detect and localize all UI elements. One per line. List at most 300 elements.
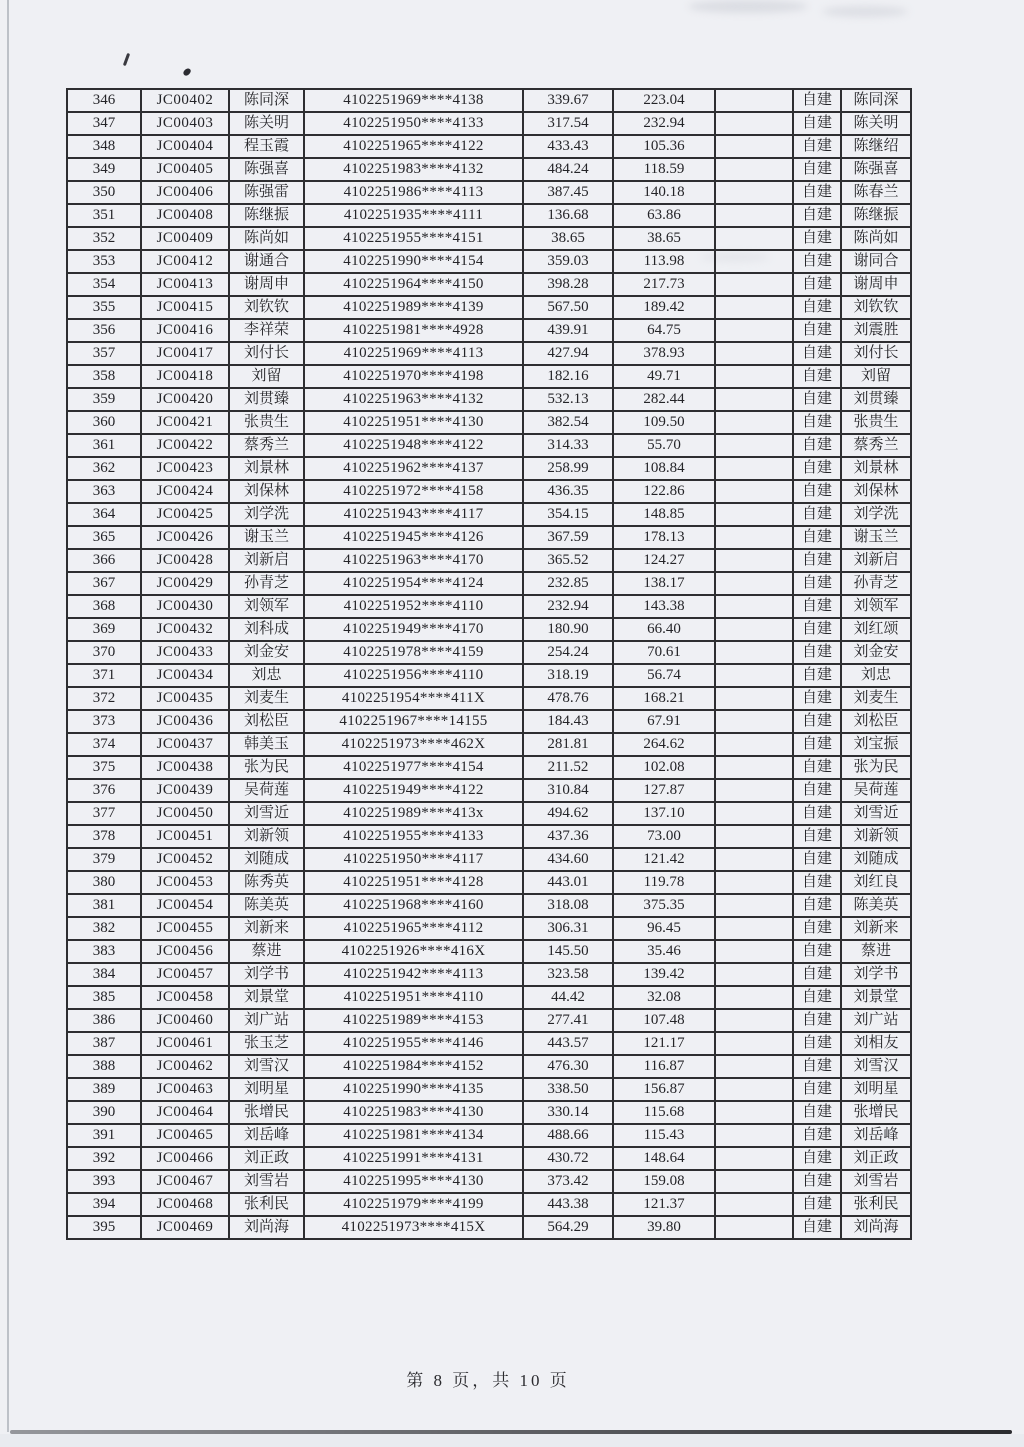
cell-code: JC00455 <box>141 917 229 940</box>
cell-blank <box>715 135 793 158</box>
cell-code: JC00416 <box>141 319 229 342</box>
cell-confirm-name: 刘明星 <box>841 1078 911 1101</box>
cell-row-number: 365 <box>67 526 141 549</box>
cell-amount-primary: 145.50 <box>523 940 613 963</box>
cell-name: 蔡进 <box>229 940 304 963</box>
cell-build-type: 自建 <box>793 917 841 940</box>
cell-amount-secondary: 121.17 <box>613 1032 715 1055</box>
cell-amount-secondary: 118.59 <box>613 158 715 181</box>
cell-id-number: 4102251926****416X <box>304 940 523 963</box>
cell-amount-primary: 494.62 <box>523 802 613 825</box>
pen-mark <box>182 67 192 77</box>
table-row <box>67 618 911 641</box>
cell-blank <box>715 204 793 227</box>
cell-confirm-name: 刘钦钦 <box>841 296 911 319</box>
cell-name: 刘明星 <box>229 1078 304 1101</box>
cell-name: 李祥荣 <box>229 319 304 342</box>
cell-build-type: 自建 <box>793 963 841 986</box>
cell-amount-primary: 310.84 <box>523 779 613 802</box>
cell-name: 刘广站 <box>229 1009 304 1032</box>
cell-amount-primary: 443.57 <box>523 1032 613 1055</box>
cell-build-type: 自建 <box>793 687 841 710</box>
cell-id-number: 4102251978****4159 <box>304 641 523 664</box>
cell-row-number: 357 <box>67 342 141 365</box>
cell-blank <box>715 158 793 181</box>
table-row <box>67 871 911 894</box>
cell-blank <box>715 411 793 434</box>
cell-blank <box>715 894 793 917</box>
cell-build-type: 自建 <box>793 112 841 135</box>
cell-confirm-name: 张增民 <box>841 1101 911 1124</box>
cell-blank <box>715 986 793 1009</box>
table-row <box>67 1147 911 1170</box>
cell-row-number: 394 <box>67 1193 141 1216</box>
cell-id-number: 4102251968****4160 <box>304 894 523 917</box>
cell-row-number: 390 <box>67 1101 141 1124</box>
table-row <box>67 687 911 710</box>
cell-row-number: 361 <box>67 434 141 457</box>
cell-amount-secondary: 140.18 <box>613 181 715 204</box>
cell-row-number: 352 <box>67 227 141 250</box>
cell-id-number: 4102251981****4928 <box>304 319 523 342</box>
cell-id-number: 4102251964****4150 <box>304 273 523 296</box>
cell-confirm-name: 张为民 <box>841 756 911 779</box>
cell-amount-secondary: 139.42 <box>613 963 715 986</box>
table-row <box>67 319 911 342</box>
cell-name: 刘松臣 <box>229 710 304 733</box>
cell-blank <box>715 1078 793 1101</box>
cell-build-type: 自建 <box>793 204 841 227</box>
cell-amount-secondary: 49.71 <box>613 365 715 388</box>
table-row <box>67 986 911 1009</box>
cell-code: JC00438 <box>141 756 229 779</box>
cell-amount-secondary: 113.98 <box>613 250 715 273</box>
cell-amount-secondary: 115.68 <box>613 1101 715 1124</box>
cell-id-number: 4102251995****4130 <box>304 1170 523 1193</box>
cell-row-number: 370 <box>67 641 141 664</box>
cell-confirm-name: 陈美英 <box>841 894 911 917</box>
table-row <box>67 756 911 779</box>
cell-confirm-name: 刘震胜 <box>841 319 911 342</box>
cell-build-type: 自建 <box>793 89 841 112</box>
cell-amount-secondary: 38.65 <box>613 227 715 250</box>
cell-blank <box>715 756 793 779</box>
cell-build-type: 自建 <box>793 434 841 457</box>
cell-confirm-name: 陈春兰 <box>841 181 911 204</box>
cell-amount-secondary: 168.21 <box>613 687 715 710</box>
cell-blank <box>715 388 793 411</box>
cell-confirm-name: 刘宝振 <box>841 733 911 756</box>
cell-blank <box>715 480 793 503</box>
cell-name: 刘贯臻 <box>229 388 304 411</box>
cell-id-number: 4102251989****4153 <box>304 1009 523 1032</box>
cell-code: JC00434 <box>141 664 229 687</box>
cell-row-number: 351 <box>67 204 141 227</box>
cell-row-number: 353 <box>67 250 141 273</box>
cell-build-type: 自建 <box>793 986 841 1009</box>
cell-amount-secondary: 124.27 <box>613 549 715 572</box>
roster-table <box>66 88 912 1240</box>
cell-blank <box>715 1216 793 1239</box>
cell-code: JC00456 <box>141 940 229 963</box>
cell-id-number: 4102251984****4152 <box>304 1055 523 1078</box>
cell-confirm-name: 刘正政 <box>841 1147 911 1170</box>
cell-id-number: 4102251990****4135 <box>304 1078 523 1101</box>
cell-blank <box>715 687 793 710</box>
cell-id-number: 4102251970****4198 <box>304 365 523 388</box>
cell-id-number: 4102251965****4122 <box>304 135 523 158</box>
table-row <box>67 1055 911 1078</box>
cell-name: 刘新来 <box>229 917 304 940</box>
cell-row-number: 393 <box>67 1170 141 1193</box>
table-row <box>67 825 911 848</box>
cell-blank <box>715 181 793 204</box>
cell-amount-secondary: 156.87 <box>613 1078 715 1101</box>
cell-row-number: 386 <box>67 1009 141 1032</box>
table-row <box>67 963 911 986</box>
cell-confirm-name: 刘学书 <box>841 963 911 986</box>
cell-id-number: 4102251950****4117 <box>304 848 523 871</box>
cell-code: JC00405 <box>141 158 229 181</box>
cell-name: 刘雪近 <box>229 802 304 825</box>
cell-name: 陈同深 <box>229 89 304 112</box>
table-row <box>67 733 911 756</box>
cell-code: JC00423 <box>141 457 229 480</box>
cell-code: JC00453 <box>141 871 229 894</box>
cell-amount-primary: 532.13 <box>523 388 613 411</box>
cell-confirm-name: 蔡秀兰 <box>841 434 911 457</box>
cell-amount-primary: 567.50 <box>523 296 613 319</box>
cell-code: JC00415 <box>141 296 229 319</box>
cell-amount-secondary: 67.91 <box>613 710 715 733</box>
cell-confirm-name: 孙青芝 <box>841 572 911 595</box>
cell-row-number: 367 <box>67 572 141 595</box>
cell-row-number: 391 <box>67 1124 141 1147</box>
cell-code: JC00421 <box>141 411 229 434</box>
cell-build-type: 自建 <box>793 181 841 204</box>
cell-amount-primary: 564.29 <box>523 1216 613 1239</box>
table-row <box>67 1124 911 1147</box>
cell-build-type: 自建 <box>793 572 841 595</box>
cell-code: JC00437 <box>141 733 229 756</box>
cell-amount-primary: 354.15 <box>523 503 613 526</box>
cell-build-type: 自建 <box>793 756 841 779</box>
cell-confirm-name: 刘保林 <box>841 480 911 503</box>
cell-name: 刘领军 <box>229 595 304 618</box>
cell-id-number: 4102251949****4122 <box>304 779 523 802</box>
cell-id-number: 4102251979****4199 <box>304 1193 523 1216</box>
cell-amount-secondary: 122.86 <box>613 480 715 503</box>
cell-id-number: 4102251955****4133 <box>304 825 523 848</box>
cell-build-type: 自建 <box>793 1124 841 1147</box>
cell-row-number: 382 <box>67 917 141 940</box>
cell-row-number: 388 <box>67 1055 141 1078</box>
cell-build-type: 自建 <box>793 1147 841 1170</box>
pen-mark <box>123 53 130 66</box>
cell-id-number: 4102251972****4158 <box>304 480 523 503</box>
cell-amount-primary: 382.54 <box>523 411 613 434</box>
cell-code: JC00429 <box>141 572 229 595</box>
cell-name: 刘景堂 <box>229 986 304 1009</box>
cell-confirm-name: 刘随成 <box>841 848 911 871</box>
cell-id-number: 4102251983****4132 <box>304 158 523 181</box>
cell-blank <box>715 1009 793 1032</box>
cell-amount-primary: 484.24 <box>523 158 613 181</box>
table-row <box>67 181 911 204</box>
cell-confirm-name: 刘红颂 <box>841 618 911 641</box>
cell-confirm-name: 刘雪近 <box>841 802 911 825</box>
cell-id-number: 4102251969****4113 <box>304 342 523 365</box>
cell-id-number: 4102251951****4110 <box>304 986 523 1009</box>
cell-row-number: 373 <box>67 710 141 733</box>
cell-confirm-name: 谢周申 <box>841 273 911 296</box>
cell-code: JC00432 <box>141 618 229 641</box>
cell-code: JC00409 <box>141 227 229 250</box>
cell-id-number: 4102251967****14155 <box>304 710 523 733</box>
cell-id-number: 4102251963****4132 <box>304 388 523 411</box>
cell-amount-secondary: 121.42 <box>613 848 715 871</box>
cell-name: 陈美英 <box>229 894 304 917</box>
cell-amount-secondary: 105.36 <box>613 135 715 158</box>
table-row <box>67 457 911 480</box>
cell-name: 刘尚海 <box>229 1216 304 1239</box>
cell-build-type: 自建 <box>793 227 841 250</box>
cell-build-type: 自建 <box>793 779 841 802</box>
cell-amount-secondary: 102.08 <box>613 756 715 779</box>
cell-confirm-name: 陈继绍 <box>841 135 911 158</box>
table-row <box>67 296 911 319</box>
cell-amount-secondary: 232.94 <box>613 112 715 135</box>
cell-code: JC00458 <box>141 986 229 1009</box>
cell-row-number: 387 <box>67 1032 141 1055</box>
cell-id-number: 4102251945****4126 <box>304 526 523 549</box>
cell-amount-primary: 398.28 <box>523 273 613 296</box>
cell-build-type: 自建 <box>793 940 841 963</box>
cell-blank <box>715 963 793 986</box>
cell-blank <box>715 917 793 940</box>
cell-row-number: 359 <box>67 388 141 411</box>
cell-amount-primary: 478.76 <box>523 687 613 710</box>
cell-code: JC00428 <box>141 549 229 572</box>
cell-blank <box>715 825 793 848</box>
cell-amount-primary: 430.72 <box>523 1147 613 1170</box>
cell-id-number: 4102251986****4113 <box>304 181 523 204</box>
cell-row-number: 381 <box>67 894 141 917</box>
table-row <box>67 1009 911 1032</box>
cell-build-type: 自建 <box>793 1101 841 1124</box>
table-row <box>67 779 911 802</box>
cell-amount-primary: 434.60 <box>523 848 613 871</box>
cell-code: JC00426 <box>141 526 229 549</box>
cell-row-number: 392 <box>67 1147 141 1170</box>
cell-code: JC00462 <box>141 1055 229 1078</box>
cell-amount-secondary: 108.84 <box>613 457 715 480</box>
cell-code: JC00468 <box>141 1193 229 1216</box>
cell-build-type: 自建 <box>793 1009 841 1032</box>
table-row <box>67 388 911 411</box>
scan-smudge <box>688 0 808 13</box>
cell-id-number: 4102251942****4113 <box>304 963 523 986</box>
cell-build-type: 自建 <box>793 664 841 687</box>
cell-code: JC00436 <box>141 710 229 733</box>
cell-row-number: 360 <box>67 411 141 434</box>
cell-name: 张玉芝 <box>229 1032 304 1055</box>
cell-row-number: 346 <box>67 89 141 112</box>
cell-confirm-name: 刘景堂 <box>841 986 911 1009</box>
cell-name: 谢通合 <box>229 250 304 273</box>
cell-confirm-name: 陈强喜 <box>841 158 911 181</box>
cell-name: 刘新领 <box>229 825 304 848</box>
cell-build-type: 自建 <box>793 1193 841 1216</box>
cell-amount-primary: 433.43 <box>523 135 613 158</box>
cell-blank <box>715 940 793 963</box>
cell-amount-primary: 330.14 <box>523 1101 613 1124</box>
cell-code: JC00412 <box>141 250 229 273</box>
cell-row-number: 363 <box>67 480 141 503</box>
page-number-footer: 第 8 页，共 10 页 <box>406 1371 570 1390</box>
cell-name: 韩美玉 <box>229 733 304 756</box>
cell-id-number: 4102251973****415X <box>304 1216 523 1239</box>
cell-name: 刘金安 <box>229 641 304 664</box>
cell-code: JC00465 <box>141 1124 229 1147</box>
cell-blank <box>715 641 793 664</box>
cell-amount-primary: 306.31 <box>523 917 613 940</box>
cell-build-type: 自建 <box>793 733 841 756</box>
cell-code: JC00425 <box>141 503 229 526</box>
cell-build-type: 自建 <box>793 894 841 917</box>
cell-amount-primary: 387.45 <box>523 181 613 204</box>
cell-id-number: 4102251990****4154 <box>304 250 523 273</box>
cell-blank <box>715 250 793 273</box>
cell-amount-secondary: 39.80 <box>613 1216 715 1239</box>
table-row <box>67 480 911 503</box>
cell-amount-primary: 184.43 <box>523 710 613 733</box>
cell-row-number: 358 <box>67 365 141 388</box>
cell-id-number: 4102251954****4124 <box>304 572 523 595</box>
cell-name: 陈继振 <box>229 204 304 227</box>
cell-amount-secondary: 223.04 <box>613 89 715 112</box>
cell-name: 刘雪岩 <box>229 1170 304 1193</box>
cell-amount-secondary: 115.43 <box>613 1124 715 1147</box>
cell-blank <box>715 342 793 365</box>
cell-row-number: 374 <box>67 733 141 756</box>
cell-code: JC00404 <box>141 135 229 158</box>
cell-build-type: 自建 <box>793 135 841 158</box>
cell-amount-primary: 258.99 <box>523 457 613 480</box>
cell-blank <box>715 365 793 388</box>
cell-blank <box>715 227 793 250</box>
cell-row-number: 354 <box>67 273 141 296</box>
cell-row-number: 369 <box>67 618 141 641</box>
cell-name: 刘科成 <box>229 618 304 641</box>
cell-blank <box>715 733 793 756</box>
cell-amount-secondary: 119.78 <box>613 871 715 894</box>
cell-build-type: 自建 <box>793 871 841 894</box>
cell-blank <box>715 1147 793 1170</box>
cell-code: JC00466 <box>141 1147 229 1170</box>
cell-blank <box>715 434 793 457</box>
cell-amount-secondary: 66.40 <box>613 618 715 641</box>
cell-blank <box>715 595 793 618</box>
cell-confirm-name: 陈继振 <box>841 204 911 227</box>
cell-blank <box>715 296 793 319</box>
cell-amount-primary: 44.42 <box>523 986 613 1009</box>
cell-name: 孙青芝 <box>229 572 304 595</box>
cell-build-type: 自建 <box>793 411 841 434</box>
cell-id-number: 4102251955****4151 <box>304 227 523 250</box>
cell-confirm-name: 张贵生 <box>841 411 911 434</box>
cell-name: 刘学洗 <box>229 503 304 526</box>
cell-amount-secondary: 137.10 <box>613 802 715 825</box>
cell-name: 陈关明 <box>229 112 304 135</box>
cell-amount-primary: 38.65 <box>523 227 613 250</box>
cell-blank <box>715 1101 793 1124</box>
cell-blank <box>715 871 793 894</box>
cell-confirm-name: 刘付长 <box>841 342 911 365</box>
cell-confirm-name: 刘新领 <box>841 825 911 848</box>
cell-confirm-name: 张利民 <box>841 1193 911 1216</box>
cell-confirm-name: 刘新来 <box>841 917 911 940</box>
cell-name: 谢玉兰 <box>229 526 304 549</box>
cell-id-number: 4102251935****4111 <box>304 204 523 227</box>
cell-name: 刘保林 <box>229 480 304 503</box>
cell-row-number: 362 <box>67 457 141 480</box>
cell-build-type: 自建 <box>793 273 841 296</box>
cell-blank <box>715 503 793 526</box>
cell-id-number: 4102251977****4154 <box>304 756 523 779</box>
cell-id-number: 4102251989****4139 <box>304 296 523 319</box>
cell-id-number: 4102251962****4137 <box>304 457 523 480</box>
cell-amount-primary: 339.67 <box>523 89 613 112</box>
cell-blank <box>715 1032 793 1055</box>
cell-row-number: 355 <box>67 296 141 319</box>
cell-id-number: 4102251956****4110 <box>304 664 523 687</box>
cell-row-number: 375 <box>67 756 141 779</box>
cell-build-type: 自建 <box>793 1078 841 1101</box>
cell-confirm-name: 刘雪岩 <box>841 1170 911 1193</box>
cell-build-type: 自建 <box>793 457 841 480</box>
cell-code: JC00403 <box>141 112 229 135</box>
table-row <box>67 549 911 572</box>
cell-build-type: 自建 <box>793 526 841 549</box>
cell-amount-secondary: 378.93 <box>613 342 715 365</box>
cell-code: JC00454 <box>141 894 229 917</box>
cell-amount-primary: 232.94 <box>523 595 613 618</box>
cell-build-type: 自建 <box>793 503 841 526</box>
cell-blank <box>715 572 793 595</box>
cell-confirm-name: 刘广站 <box>841 1009 911 1032</box>
table-row <box>67 940 911 963</box>
cell-row-number: 349 <box>67 158 141 181</box>
cell-amount-primary: 476.30 <box>523 1055 613 1078</box>
cell-code: JC00457 <box>141 963 229 986</box>
cell-id-number: 4102251965****4112 <box>304 917 523 940</box>
cell-amount-secondary: 63.86 <box>613 204 715 227</box>
cell-build-type: 自建 <box>793 825 841 848</box>
cell-code: JC00420 <box>141 388 229 411</box>
cell-amount-secondary: 73.00 <box>613 825 715 848</box>
table-row <box>67 710 911 733</box>
cell-name: 陈秀英 <box>229 871 304 894</box>
cell-amount-primary: 367.59 <box>523 526 613 549</box>
cell-amount-secondary: 64.75 <box>613 319 715 342</box>
cell-amount-secondary: 55.70 <box>613 434 715 457</box>
table-row <box>67 411 911 434</box>
table-row <box>67 112 911 135</box>
cell-confirm-name: 刘领军 <box>841 595 911 618</box>
cell-amount-secondary: 109.50 <box>613 411 715 434</box>
table-row <box>67 641 911 664</box>
